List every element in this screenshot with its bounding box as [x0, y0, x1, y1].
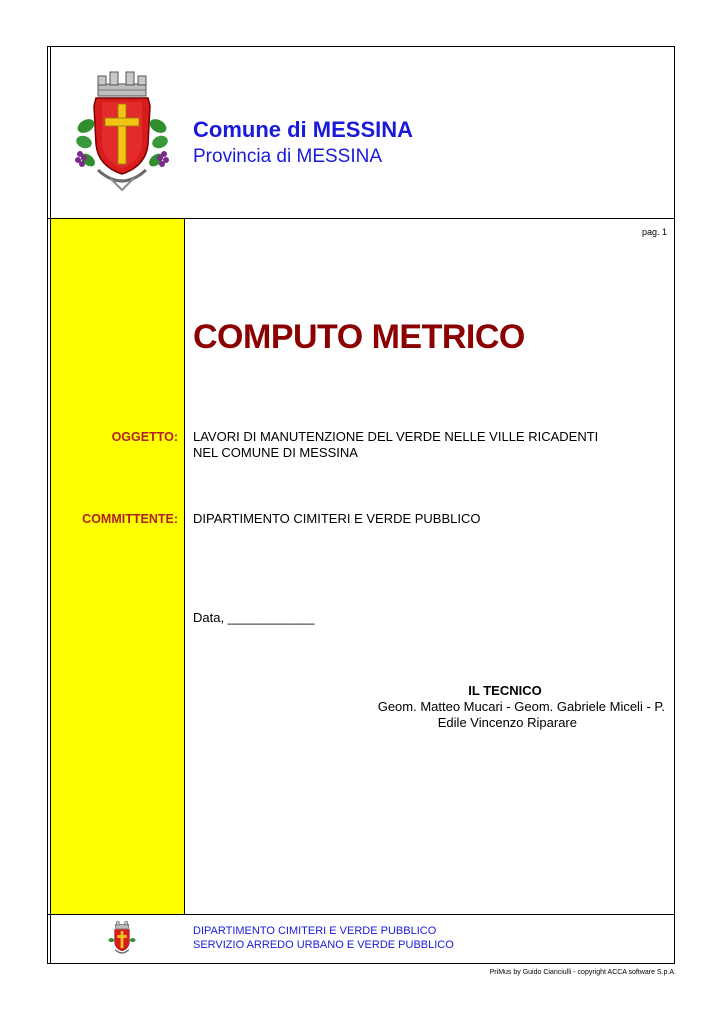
oggetto-label: OGGETTO:: [111, 430, 178, 444]
data-field: Data, ____________: [193, 610, 315, 625]
page-number: pag. 1: [641, 227, 667, 237]
tecnico-title: IL TECNICO: [468, 683, 542, 698]
oggetto-value: [193, 429, 598, 461]
crown-icon: [98, 72, 146, 96]
footer-separator: [47, 914, 675, 915]
committente-label: COMMITTENTE:: [82, 512, 178, 526]
oggetto-line-2: NEL COMUNE DI MESSINA: [193, 445, 358, 460]
messina-coat-of-arms-small-icon: [108, 920, 136, 958]
provincia-subtitle: Provincia di MESSINA: [193, 146, 383, 167]
footer-line-2: SERVIZIO ARREDO URBANO E VERDE PUBBLICO: [193, 939, 454, 951]
committente-value: DIPARTIMENTO CIMITERI E VERDE PUBBLICO: [193, 511, 481, 526]
document-title: COMPUTO METRICO: [193, 318, 525, 356]
tecnico-line-2: Edile Vincenzo Riparare: [437, 715, 577, 730]
footer-line-1: DIPARTIMENTO CIMITERI E VERDE PUBBLICO: [193, 925, 437, 937]
messina-coat-of-arms-icon: [72, 66, 172, 198]
software-credit: PriMus by Guido Cianciulli - copyright ACCA software S.p.A.: [489, 969, 676, 976]
yellow-side-column: [51, 219, 185, 914]
oggetto-line-1: LAVORI DI MANUTENZIONE DEL VERDE NELLE VILLE RICADENTI: [193, 429, 599, 444]
tecnico-block: [330, 683, 665, 731]
footer-department: [193, 924, 454, 952]
comune-title: Comune di MESSINA: [193, 117, 414, 142]
tecnico-line-1: Geom. Matteo Mucari - Geom. Gabriele Miceli - P.: [377, 699, 665, 714]
